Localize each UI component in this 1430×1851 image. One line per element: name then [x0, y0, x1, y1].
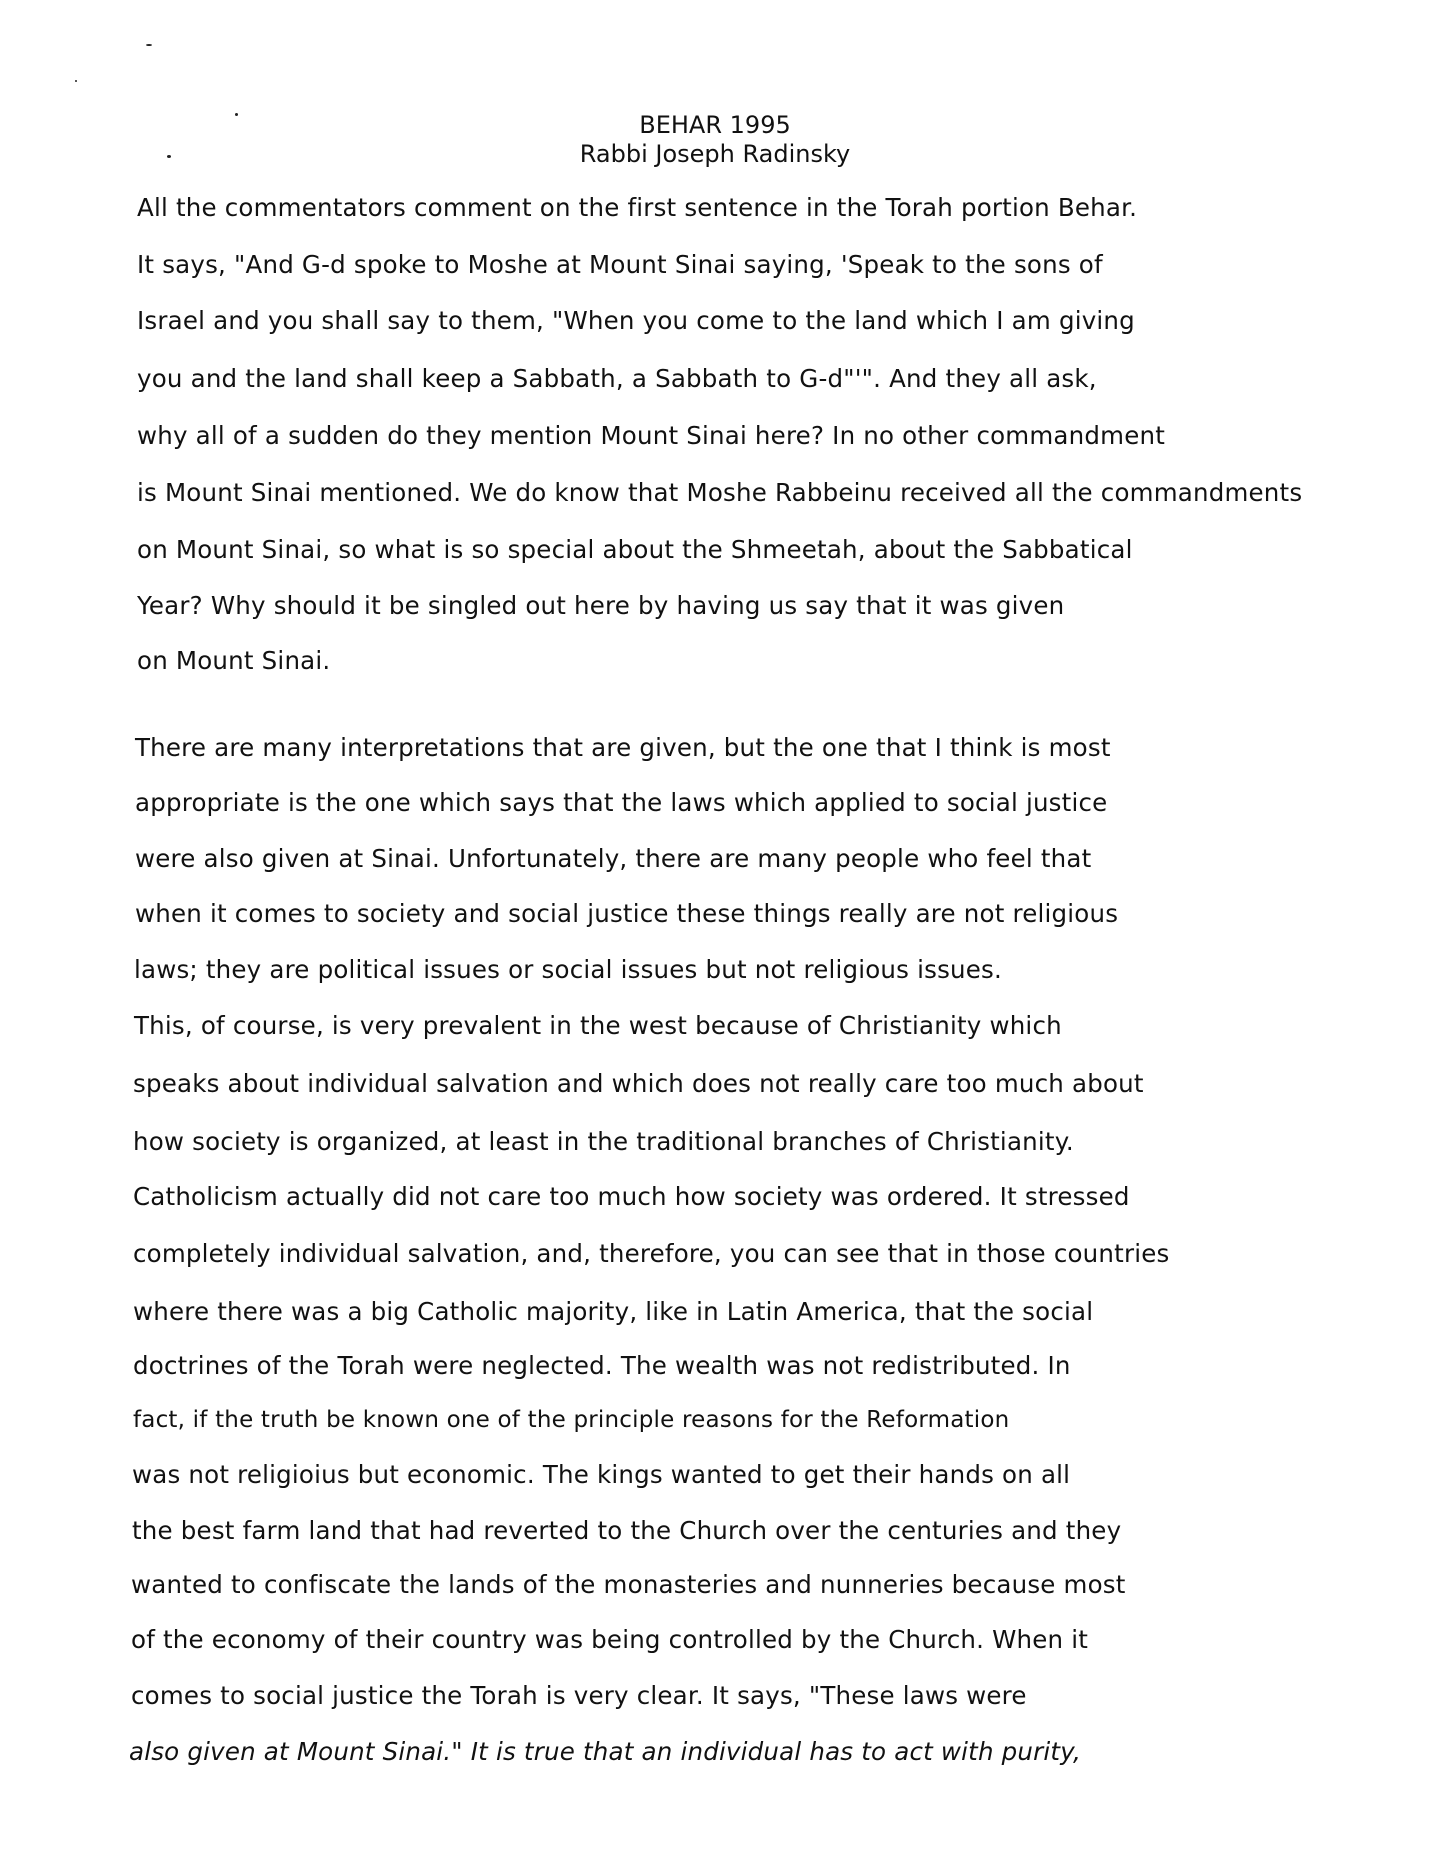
text-line: Israel and you shall say to them, "When you come to the land which I am giving: [137, 306, 1135, 335]
text-line: is Mount Sinai mentioned. We do know that Moshe Rabbeinu received all the commandments: [137, 478, 1303, 507]
text-line: Catholicism actually did not care too much how society was ordered. It stressed: [133, 1182, 1130, 1211]
text-line: also given at Mount Sinai." It is true that an individual has to act with purity,: [129, 1737, 1082, 1766]
text-line: It says, "And G-d spoke to Moshe at Mount Sinai saying, 'Speak to the sons of: [137, 250, 1103, 279]
text-line: speaks about individual salvation and which does not really care too much about: [133, 1069, 1144, 1098]
text-line: This, of course, is very prevalent in the west because of Christianity which: [134, 1011, 1062, 1040]
text-line: completely individual salvation, and, therefore, you can see that in those countries: [133, 1239, 1170, 1268]
text-line: where there was a big Catholic majority, like in Latin America, that the social: [133, 1297, 1094, 1326]
text-line: wanted to confiscate the lands of the monasteries and nunneries because most: [131, 1570, 1126, 1599]
text-line: doctrines of the Torah were neglected. The wealth was not redistributed. In: [133, 1351, 1071, 1380]
text-line: on Mount Sinai, so what is so special about the Shmeetah, about the Sabbatical: [137, 535, 1133, 564]
text-line: All the commentators comment on the first sentence in the Torah portion Behar.: [137, 193, 1138, 222]
text-line: There are many interpretations that are given, but the one that I think is most: [135, 733, 1111, 762]
text-line: how society is organized, at least in the traditional branches of Christianity.: [133, 1127, 1074, 1156]
document-title: BEHAR 1995: [639, 111, 791, 139]
text-line: of the economy of their country was being controlled by the Church. When it: [131, 1625, 1089, 1654]
text-line: were also given at Sinai. Unfortunately, there are many people who feel that: [135, 844, 1092, 873]
scan-speck: [75, 80, 77, 82]
text-line: when it comes to society and social justice these things really are not religious: [135, 899, 1119, 928]
text-line: on Mount Sinai.: [137, 646, 331, 675]
text-line: the best farm land that had reverted to the Church over the centuries and they: [132, 1516, 1122, 1545]
text-line: fact, if the truth be known one of the principle reasons for the Reformation: [133, 1407, 1010, 1433]
document-author: Rabbi Joseph Radinsky: [579, 140, 851, 168]
scan-speck: [146, 44, 152, 46]
text-line: you and the land shall keep a Sabbath, a Sabbath to G-d"'". And they all ask,: [137, 364, 1097, 393]
text-line: why all of a sudden do they mention Mount Sinai here? In no other commandment: [137, 421, 1165, 450]
text-line: laws; they are political issues or social issues but not religious issues.: [134, 955, 1003, 984]
text-line: was not religioius but economic. The kings wanted to get their hands on all: [132, 1460, 1071, 1489]
text-line: comes to social justice the Torah is very clear. It says, "These laws were: [131, 1681, 1027, 1710]
text-line: appropriate is the one which says that the laws which applied to social justice: [135, 788, 1108, 817]
text-line: Year? Why should it be singled out here by having us say that it was given: [137, 591, 1065, 620]
